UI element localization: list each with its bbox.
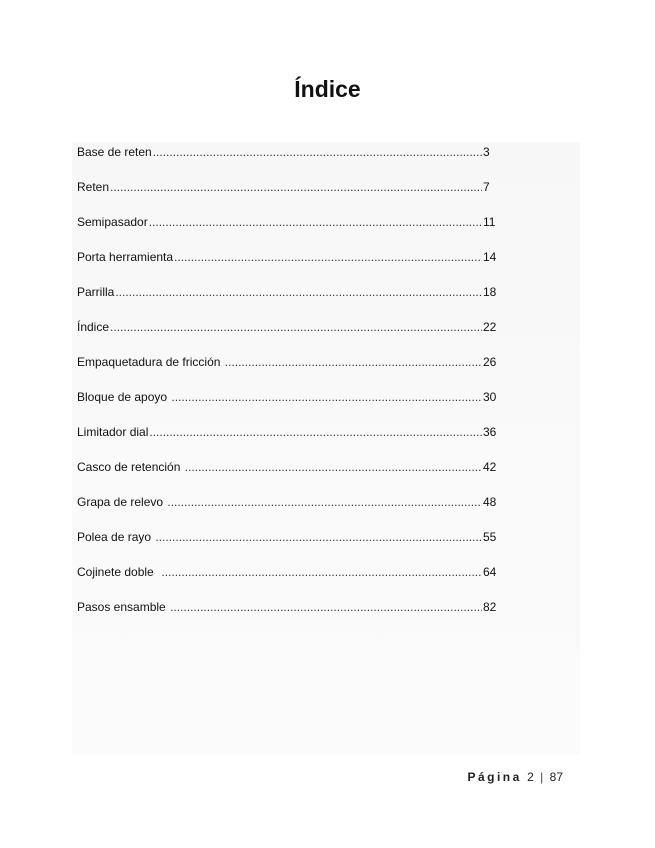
toc-entry-page: 22 — [483, 320, 497, 334]
toc-dot-leader — [185, 460, 482, 474]
toc-dot-leader — [115, 285, 482, 299]
toc-entry-page: 64 — [483, 565, 497, 579]
toc-entry — [77, 355, 497, 390]
toc-entry — [77, 600, 497, 635]
toc-entry-page: 14 — [483, 250, 497, 264]
toc-entry — [77, 215, 497, 250]
toc-entry — [77, 250, 497, 285]
toc-entry — [77, 530, 497, 565]
toc-dot-leader — [225, 355, 482, 369]
toc-entry-label: Bloque de apoyo — [77, 390, 171, 404]
toc-entry-label: Porta herramienta — [77, 250, 174, 264]
table-of-contents — [77, 145, 497, 635]
toc-entry-label: Base de reten — [77, 145, 152, 159]
toc-dot-leader — [155, 530, 482, 544]
page-footer — [467, 770, 563, 784]
toc-entry — [77, 565, 497, 600]
toc-entry — [77, 390, 497, 425]
toc-entry — [77, 320, 497, 355]
toc-entry-page: 18 — [483, 285, 497, 299]
toc-entry-label: Grapa de relevo — [77, 495, 167, 509]
toc-entry-page: 36 — [483, 425, 497, 439]
footer-separator: | — [540, 770, 544, 784]
toc-dot-leader — [149, 425, 482, 439]
toc-entry-label: Limitador dial — [77, 425, 149, 439]
footer-page-number: 2 — [527, 770, 534, 784]
toc-entry-page: 42 — [483, 460, 497, 474]
toc-dot-leader — [153, 145, 482, 159]
toc-entry-page: 48 — [483, 495, 497, 509]
toc-dot-leader — [174, 250, 482, 264]
toc-entry-label: Parrilla — [77, 285, 115, 299]
toc-entry-label: Casco de retención — [77, 460, 184, 474]
footer-page-total: 87 — [549, 770, 563, 784]
footer-page-word: Página — [467, 770, 522, 784]
toc-entry — [77, 145, 497, 180]
toc-entry-label: Pasos ensamble — [77, 600, 170, 614]
toc-dot-leader — [149, 215, 482, 229]
page-title: Índice — [294, 76, 361, 102]
toc-dot-leader — [161, 565, 482, 579]
toc-entry-page: 7 — [483, 180, 490, 194]
toc-entry — [77, 425, 497, 460]
toc-entry-label: Semipasador — [77, 215, 148, 229]
toc-dot-leader — [167, 495, 482, 509]
toc-entry-page: 3 — [483, 145, 490, 159]
toc-dot-leader — [110, 320, 482, 334]
toc-entry — [77, 495, 497, 530]
toc-dot-leader — [171, 390, 482, 404]
toc-entry-page: 30 — [483, 390, 497, 404]
toc-entry-label: Índice — [77, 320, 110, 334]
toc-dot-leader — [110, 180, 482, 194]
toc-entry-label: Reten — [77, 180, 110, 194]
toc-entry — [77, 180, 497, 215]
toc-entry — [77, 285, 497, 320]
toc-dot-leader — [170, 600, 482, 614]
toc-entry — [77, 460, 497, 495]
toc-entry-page: 26 — [483, 355, 497, 369]
toc-entry-label: Empaquetadura de fricción — [77, 355, 224, 369]
toc-entry-page: 55 — [483, 530, 497, 544]
toc-entry-page: 82 — [483, 600, 497, 614]
toc-entry-label: Polea de rayo — [77, 530, 155, 544]
toc-entry-label: Cojinete doble — [77, 565, 161, 579]
toc-entry-page: 11 — [483, 215, 496, 229]
